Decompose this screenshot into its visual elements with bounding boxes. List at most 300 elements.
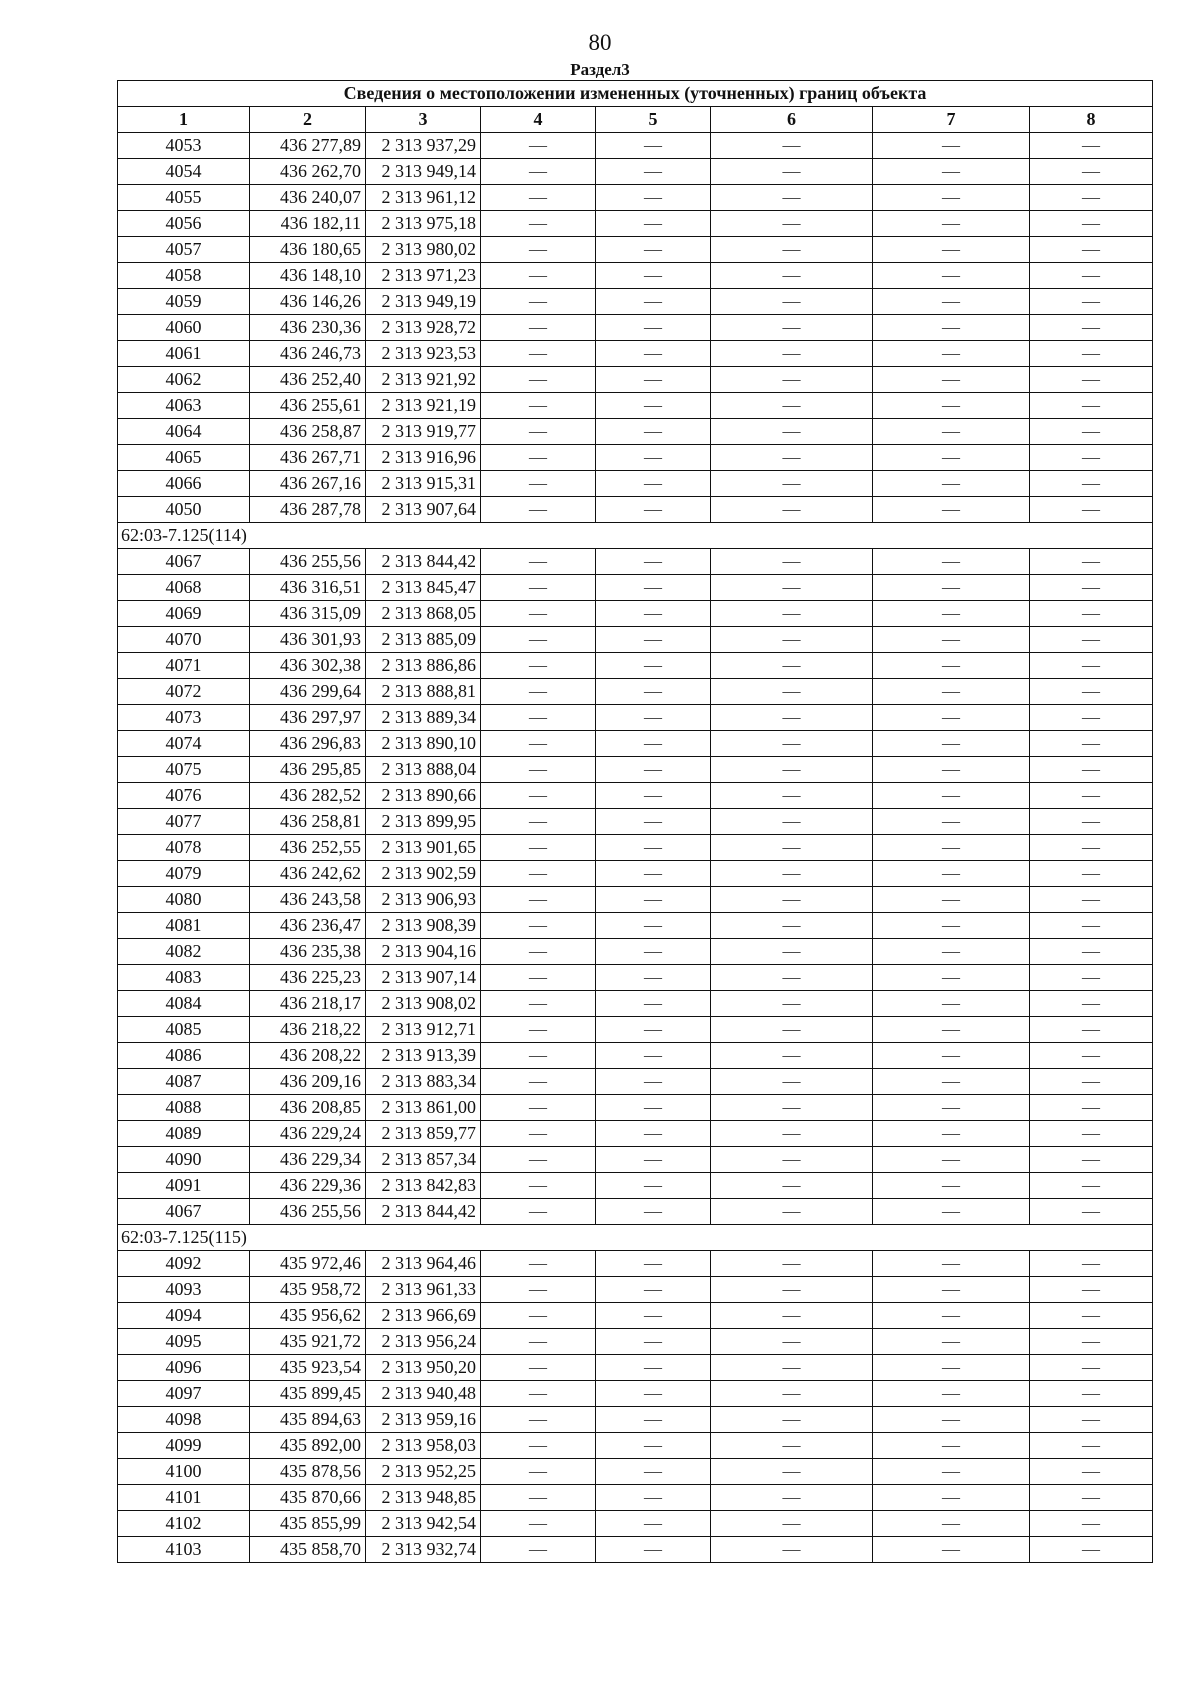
empty-value-cell: —	[873, 237, 1030, 263]
table-row	[118, 1407, 1153, 1433]
x-coordinate-cell: 436 267,16	[250, 471, 366, 497]
empty-value-cell: —	[596, 1069, 711, 1095]
y-coordinate-cell: 2 313 907,14	[366, 965, 481, 991]
empty-value-cell: —	[873, 393, 1030, 419]
empty-value-cell: —	[596, 1095, 711, 1121]
empty-value-cell: —	[596, 1043, 711, 1069]
empty-value-cell: —	[711, 1433, 873, 1459]
empty-value-cell: —	[1030, 783, 1153, 809]
empty-value-cell: —	[711, 679, 873, 705]
table-row	[118, 1199, 1153, 1225]
empty-value-cell: —	[873, 1173, 1030, 1199]
x-coordinate-cell: 436 235,38	[250, 939, 366, 965]
table-row	[118, 679, 1153, 705]
empty-value-cell: —	[711, 159, 873, 185]
y-coordinate-cell: 2 313 844,42	[366, 1199, 481, 1225]
empty-value-cell: —	[1030, 913, 1153, 939]
point-number-cell: 4085	[118, 1017, 250, 1043]
y-coordinate-cell: 2 313 964,46	[366, 1251, 481, 1277]
table-row	[118, 1277, 1153, 1303]
x-coordinate-cell: 436 258,87	[250, 419, 366, 445]
x-coordinate-cell: 435 855,99	[250, 1511, 366, 1537]
empty-value-cell: —	[596, 1407, 711, 1433]
empty-value-cell: —	[873, 809, 1030, 835]
point-number-cell: 4070	[118, 627, 250, 653]
y-coordinate-cell: 2 313 885,09	[366, 627, 481, 653]
x-coordinate-cell: 436 218,17	[250, 991, 366, 1017]
point-number-cell: 4080	[118, 887, 250, 913]
y-coordinate-cell: 2 313 844,42	[366, 549, 481, 575]
empty-value-cell: —	[873, 263, 1030, 289]
table-row	[118, 1095, 1153, 1121]
empty-value-cell: —	[873, 1043, 1030, 1069]
empty-value-cell: —	[711, 887, 873, 913]
empty-value-cell: —	[596, 965, 711, 991]
y-coordinate-cell: 2 313 913,39	[366, 1043, 481, 1069]
empty-value-cell: —	[1030, 991, 1153, 1017]
y-coordinate-cell: 2 313 888,81	[366, 679, 481, 705]
point-number-cell: 4084	[118, 991, 250, 1017]
column-header: 6	[711, 107, 873, 133]
x-coordinate-cell: 436 258,81	[250, 809, 366, 835]
group-header-row	[118, 1225, 1153, 1251]
empty-value-cell: —	[1030, 211, 1153, 237]
x-coordinate-cell: 436 230,36	[250, 315, 366, 341]
empty-value-cell: —	[711, 367, 873, 393]
x-coordinate-cell: 435 958,72	[250, 1277, 366, 1303]
empty-value-cell: —	[873, 627, 1030, 653]
empty-value-cell: —	[481, 1017, 596, 1043]
empty-value-cell: —	[1030, 159, 1153, 185]
point-number-cell: 4102	[118, 1511, 250, 1537]
table-row	[118, 1043, 1153, 1069]
empty-value-cell: —	[481, 861, 596, 887]
empty-value-cell: —	[711, 913, 873, 939]
empty-value-cell: —	[1030, 1251, 1153, 1277]
y-coordinate-cell: 2 313 961,33	[366, 1277, 481, 1303]
empty-value-cell: —	[1030, 289, 1153, 315]
empty-value-cell: —	[1030, 471, 1153, 497]
empty-value-cell: —	[1030, 1121, 1153, 1147]
empty-value-cell: —	[873, 575, 1030, 601]
point-number-cell: 4053	[118, 133, 250, 159]
empty-value-cell: —	[481, 237, 596, 263]
empty-value-cell: —	[711, 497, 873, 523]
empty-value-cell: —	[873, 497, 1030, 523]
empty-value-cell: —	[711, 965, 873, 991]
y-coordinate-cell: 2 313 845,47	[366, 575, 481, 601]
y-coordinate-cell: 2 313 889,34	[366, 705, 481, 731]
empty-value-cell: —	[596, 419, 711, 445]
table-row	[118, 1017, 1153, 1043]
table-row	[118, 1459, 1153, 1485]
point-number-cell: 4087	[118, 1069, 250, 1095]
empty-value-cell: —	[711, 861, 873, 887]
point-number-cell: 4066	[118, 471, 250, 497]
table-row	[118, 731, 1153, 757]
x-coordinate-cell: 436 302,38	[250, 653, 366, 679]
table-row	[118, 1069, 1153, 1095]
x-coordinate-cell: 435 921,72	[250, 1329, 366, 1355]
x-coordinate-cell: 436 229,34	[250, 1147, 366, 1173]
empty-value-cell: —	[873, 445, 1030, 471]
y-coordinate-cell: 2 313 888,04	[366, 757, 481, 783]
y-coordinate-cell: 2 313 902,59	[366, 861, 481, 887]
table-body	[118, 133, 1153, 1563]
column-header-row	[118, 107, 1153, 133]
empty-value-cell: —	[481, 1095, 596, 1121]
x-coordinate-cell: 435 956,62	[250, 1303, 366, 1329]
point-number-cell: 4058	[118, 263, 250, 289]
empty-value-cell: —	[711, 1095, 873, 1121]
y-coordinate-cell: 2 313 949,19	[366, 289, 481, 315]
empty-value-cell: —	[596, 1355, 711, 1381]
empty-value-cell: —	[711, 1017, 873, 1043]
empty-value-cell: —	[711, 1173, 873, 1199]
empty-value-cell: —	[1030, 731, 1153, 757]
empty-value-cell: —	[1030, 1355, 1153, 1381]
empty-value-cell: —	[711, 1329, 873, 1355]
table-row	[118, 393, 1153, 419]
table-row	[118, 1329, 1153, 1355]
table-row	[118, 783, 1153, 809]
table-row	[118, 471, 1153, 497]
x-coordinate-cell: 436 208,85	[250, 1095, 366, 1121]
empty-value-cell: —	[596, 1147, 711, 1173]
empty-value-cell: —	[873, 1381, 1030, 1407]
table-row	[118, 497, 1153, 523]
empty-value-cell: —	[481, 1043, 596, 1069]
x-coordinate-cell: 435 892,00	[250, 1433, 366, 1459]
empty-value-cell: —	[481, 1121, 596, 1147]
empty-value-cell: —	[481, 1459, 596, 1485]
empty-value-cell: —	[873, 1147, 1030, 1173]
x-coordinate-cell: 436 252,55	[250, 835, 366, 861]
x-coordinate-cell: 436 229,24	[250, 1121, 366, 1147]
y-coordinate-cell: 2 313 842,83	[366, 1173, 481, 1199]
y-coordinate-cell: 2 313 890,10	[366, 731, 481, 757]
point-number-cell: 4076	[118, 783, 250, 809]
empty-value-cell: —	[873, 1069, 1030, 1095]
column-header: 8	[1030, 107, 1153, 133]
empty-value-cell: —	[873, 419, 1030, 445]
empty-value-cell: —	[596, 1121, 711, 1147]
table-row	[118, 809, 1153, 835]
table-row	[118, 757, 1153, 783]
y-coordinate-cell: 2 313 868,05	[366, 601, 481, 627]
empty-value-cell: —	[873, 1355, 1030, 1381]
empty-value-cell: —	[873, 835, 1030, 861]
x-coordinate-cell: 436 240,07	[250, 185, 366, 211]
table-row	[118, 341, 1153, 367]
empty-value-cell: —	[481, 1147, 596, 1173]
empty-value-cell: —	[873, 315, 1030, 341]
point-number-cell: 4068	[118, 575, 250, 601]
empty-value-cell: —	[873, 887, 1030, 913]
empty-value-cell: —	[711, 263, 873, 289]
empty-value-cell: —	[711, 133, 873, 159]
y-coordinate-cell: 2 313 883,34	[366, 1069, 481, 1095]
empty-value-cell: —	[596, 159, 711, 185]
empty-value-cell: —	[596, 783, 711, 809]
empty-value-cell: —	[1030, 1537, 1153, 1563]
empty-value-cell: —	[596, 1381, 711, 1407]
table-row	[118, 627, 1153, 653]
y-coordinate-cell: 2 313 899,95	[366, 809, 481, 835]
point-number-cell: 4101	[118, 1485, 250, 1511]
point-number-cell: 4100	[118, 1459, 250, 1485]
point-number-cell: 4092	[118, 1251, 250, 1277]
empty-value-cell: —	[481, 289, 596, 315]
point-number-cell: 4067	[118, 1199, 250, 1225]
point-number-cell: 4065	[118, 445, 250, 471]
empty-value-cell: —	[1030, 861, 1153, 887]
y-coordinate-cell: 2 313 937,29	[366, 133, 481, 159]
empty-value-cell: —	[481, 679, 596, 705]
empty-value-cell: —	[873, 861, 1030, 887]
x-coordinate-cell: 436 277,89	[250, 133, 366, 159]
table-row	[118, 1251, 1153, 1277]
y-coordinate-cell: 2 313 956,24	[366, 1329, 481, 1355]
table-row	[118, 289, 1153, 315]
empty-value-cell: —	[873, 1095, 1030, 1121]
empty-value-cell: —	[1030, 887, 1153, 913]
empty-value-cell: —	[711, 1199, 873, 1225]
empty-value-cell: —	[596, 1537, 711, 1563]
empty-value-cell: —	[596, 1277, 711, 1303]
empty-value-cell: —	[711, 1511, 873, 1537]
empty-value-cell: —	[711, 783, 873, 809]
x-coordinate-cell: 436 225,23	[250, 965, 366, 991]
empty-value-cell: —	[711, 991, 873, 1017]
table-row	[118, 1485, 1153, 1511]
empty-value-cell: —	[481, 1251, 596, 1277]
empty-value-cell: —	[596, 1485, 711, 1511]
column-header: 1	[118, 107, 250, 133]
y-coordinate-cell: 2 313 942,54	[366, 1511, 481, 1537]
point-number-cell: 4075	[118, 757, 250, 783]
x-coordinate-cell: 436 267,71	[250, 445, 366, 471]
x-coordinate-cell: 436 146,26	[250, 289, 366, 315]
empty-value-cell: —	[711, 1251, 873, 1277]
empty-value-cell: —	[1030, 679, 1153, 705]
column-header: 3	[366, 107, 481, 133]
x-coordinate-cell: 436 297,97	[250, 705, 366, 731]
point-number-cell: 4055	[118, 185, 250, 211]
x-coordinate-cell: 435 923,54	[250, 1355, 366, 1381]
page-number: 80	[588, 30, 612, 55]
empty-value-cell: —	[1030, 1147, 1153, 1173]
empty-value-cell: —	[596, 263, 711, 289]
empty-value-cell: —	[711, 757, 873, 783]
table-caption: Сведения о местоположении измененных (уточненных) границ объекта	[118, 81, 1153, 107]
table-row	[118, 653, 1153, 679]
table-row	[118, 939, 1153, 965]
empty-value-cell: —	[1030, 367, 1153, 393]
empty-value-cell: —	[481, 393, 596, 419]
empty-value-cell: —	[596, 1511, 711, 1537]
table-row	[118, 835, 1153, 861]
table-row	[118, 185, 1153, 211]
x-coordinate-cell: 436 255,56	[250, 549, 366, 575]
empty-value-cell: —	[596, 731, 711, 757]
y-coordinate-cell: 2 313 928,72	[366, 315, 481, 341]
point-number-cell: 4093	[118, 1277, 250, 1303]
x-coordinate-cell: 436 236,47	[250, 913, 366, 939]
x-coordinate-cell: 436 218,22	[250, 1017, 366, 1043]
y-coordinate-cell: 2 313 923,53	[366, 341, 481, 367]
empty-value-cell: —	[873, 965, 1030, 991]
empty-value-cell: —	[1030, 809, 1153, 835]
table-row	[118, 367, 1153, 393]
empty-value-cell: —	[711, 445, 873, 471]
point-number-cell: 4083	[118, 965, 250, 991]
empty-value-cell: —	[596, 1459, 711, 1485]
table-row	[118, 445, 1153, 471]
y-coordinate-cell: 2 313 912,71	[366, 1017, 481, 1043]
y-coordinate-cell: 2 313 857,34	[366, 1147, 481, 1173]
point-number-cell: 4097	[118, 1381, 250, 1407]
table-row	[118, 211, 1153, 237]
x-coordinate-cell: 436 287,78	[250, 497, 366, 523]
empty-value-cell: —	[1030, 653, 1153, 679]
empty-value-cell: —	[873, 1459, 1030, 1485]
empty-value-cell: —	[711, 1069, 873, 1095]
empty-value-cell: —	[711, 731, 873, 757]
table-row	[118, 1433, 1153, 1459]
y-coordinate-cell: 2 313 980,02	[366, 237, 481, 263]
empty-value-cell: —	[873, 757, 1030, 783]
empty-value-cell: —	[596, 939, 711, 965]
boundary-coordinates-table	[117, 80, 1153, 1563]
table-row	[118, 159, 1153, 185]
empty-value-cell: —	[1030, 1459, 1153, 1485]
point-number-cell: 4054	[118, 159, 250, 185]
empty-value-cell: —	[1030, 1329, 1153, 1355]
empty-value-cell: —	[873, 159, 1030, 185]
empty-value-cell: —	[1030, 601, 1153, 627]
point-number-cell: 4088	[118, 1095, 250, 1121]
empty-value-cell: —	[711, 1043, 873, 1069]
point-number-cell: 4077	[118, 809, 250, 835]
empty-value-cell: —	[596, 835, 711, 861]
empty-value-cell: —	[873, 211, 1030, 237]
empty-value-cell: —	[1030, 549, 1153, 575]
y-coordinate-cell: 2 313 950,20	[366, 1355, 481, 1381]
table-row	[118, 419, 1153, 445]
empty-value-cell: —	[481, 783, 596, 809]
table-caption-row	[118, 81, 1153, 107]
empty-value-cell: —	[711, 1407, 873, 1433]
empty-value-cell: —	[481, 1407, 596, 1433]
empty-value-cell: —	[481, 1277, 596, 1303]
empty-value-cell: —	[481, 965, 596, 991]
empty-value-cell: —	[873, 1303, 1030, 1329]
x-coordinate-cell: 436 316,51	[250, 575, 366, 601]
empty-value-cell: —	[873, 185, 1030, 211]
empty-value-cell: —	[1030, 1095, 1153, 1121]
x-coordinate-cell: 436 242,62	[250, 861, 366, 887]
empty-value-cell: —	[481, 549, 596, 575]
empty-value-cell: —	[481, 1303, 596, 1329]
empty-value-cell: —	[596, 133, 711, 159]
empty-value-cell: —	[711, 549, 873, 575]
empty-value-cell: —	[481, 1069, 596, 1095]
empty-value-cell: —	[596, 211, 711, 237]
point-number-cell: 4061	[118, 341, 250, 367]
table-row	[118, 861, 1153, 887]
empty-value-cell: —	[596, 575, 711, 601]
table-row	[118, 1173, 1153, 1199]
empty-value-cell: —	[596, 1433, 711, 1459]
empty-value-cell: —	[1030, 575, 1153, 601]
y-coordinate-cell: 2 313 958,03	[366, 1433, 481, 1459]
empty-value-cell: —	[481, 705, 596, 731]
y-coordinate-cell: 2 313 940,48	[366, 1381, 481, 1407]
y-coordinate-cell: 2 313 890,66	[366, 783, 481, 809]
y-coordinate-cell: 2 313 904,16	[366, 939, 481, 965]
point-number-cell: 4103	[118, 1537, 250, 1563]
empty-value-cell: —	[711, 1277, 873, 1303]
x-coordinate-cell: 436 296,83	[250, 731, 366, 757]
empty-value-cell: —	[711, 471, 873, 497]
empty-value-cell: —	[711, 393, 873, 419]
empty-value-cell: —	[873, 1329, 1030, 1355]
empty-value-cell: —	[596, 601, 711, 627]
x-coordinate-cell: 436 295,85	[250, 757, 366, 783]
table-row	[118, 1381, 1153, 1407]
empty-value-cell: —	[873, 991, 1030, 1017]
empty-value-cell: —	[481, 445, 596, 471]
empty-value-cell: —	[873, 653, 1030, 679]
empty-value-cell: —	[481, 809, 596, 835]
point-number-cell: 4072	[118, 679, 250, 705]
point-number-cell: 4056	[118, 211, 250, 237]
empty-value-cell: —	[481, 159, 596, 185]
point-number-cell: 4067	[118, 549, 250, 575]
empty-value-cell: —	[481, 1485, 596, 1511]
point-number-cell: 4073	[118, 705, 250, 731]
empty-value-cell: —	[596, 1199, 711, 1225]
empty-value-cell: —	[873, 1407, 1030, 1433]
x-coordinate-cell: 436 229,36	[250, 1173, 366, 1199]
empty-value-cell: —	[481, 1355, 596, 1381]
point-number-cell: 4057	[118, 237, 250, 263]
table-row	[118, 315, 1153, 341]
x-coordinate-cell: 436 180,65	[250, 237, 366, 263]
empty-value-cell: —	[596, 393, 711, 419]
x-coordinate-cell: 436 252,40	[250, 367, 366, 393]
empty-value-cell: —	[1030, 1407, 1153, 1433]
empty-value-cell: —	[711, 809, 873, 835]
empty-value-cell: —	[1030, 1381, 1153, 1407]
y-coordinate-cell: 2 313 886,86	[366, 653, 481, 679]
point-number-cell: 4096	[118, 1355, 250, 1381]
empty-value-cell: —	[481, 757, 596, 783]
y-coordinate-cell: 2 313 952,25	[366, 1459, 481, 1485]
empty-value-cell: —	[596, 471, 711, 497]
y-coordinate-cell: 2 313 961,12	[366, 185, 481, 211]
y-coordinate-cell: 2 313 919,77	[366, 419, 481, 445]
empty-value-cell: —	[1030, 263, 1153, 289]
empty-value-cell: —	[711, 1537, 873, 1563]
point-number-cell: 4059	[118, 289, 250, 315]
empty-value-cell: —	[873, 731, 1030, 757]
table-row	[118, 1303, 1153, 1329]
table-row	[118, 1511, 1153, 1537]
empty-value-cell: —	[596, 887, 711, 913]
x-coordinate-cell: 435 878,56	[250, 1459, 366, 1485]
